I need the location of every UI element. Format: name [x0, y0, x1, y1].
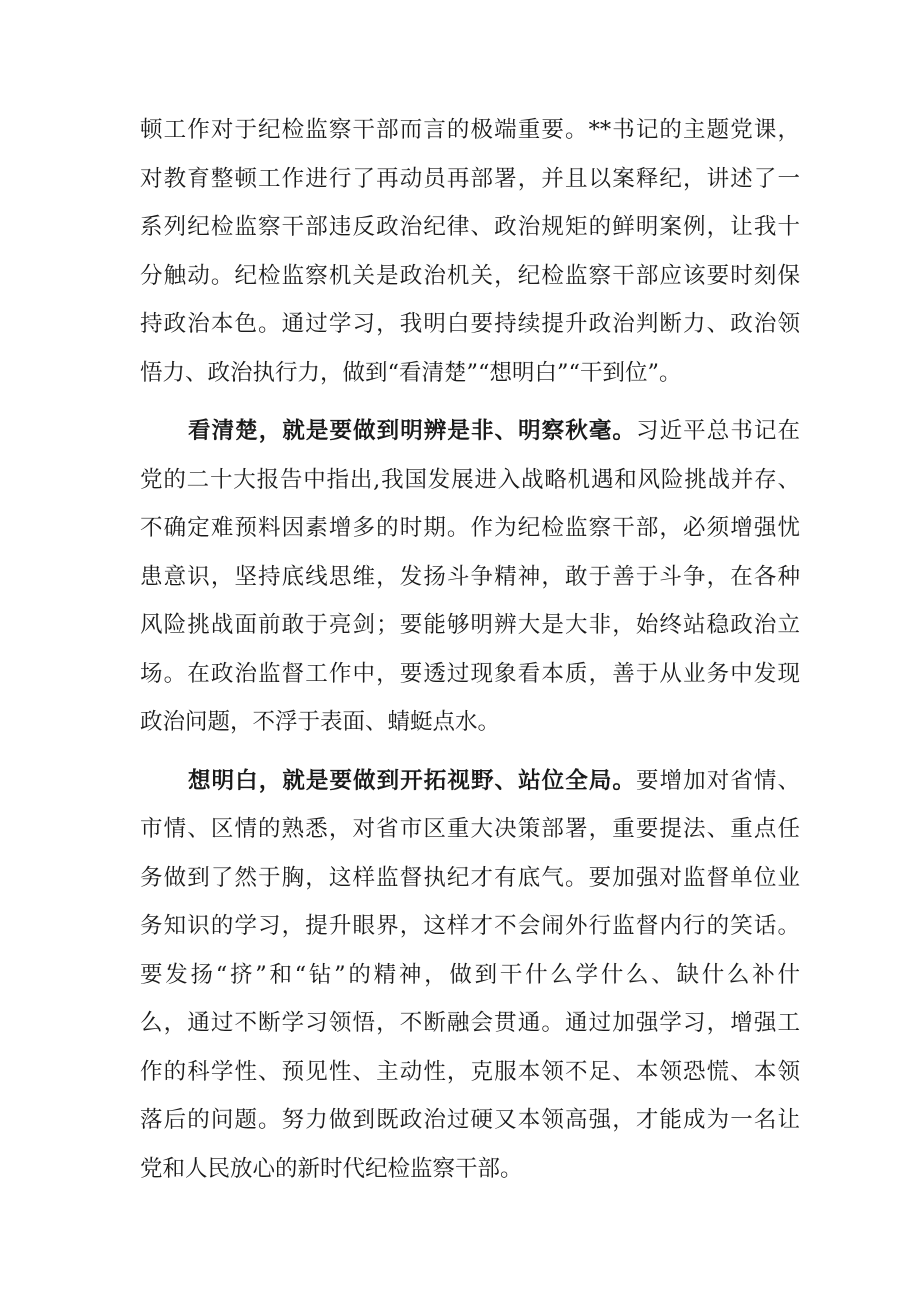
text-line: 对教育整顿工作进行了再动员再部署，并且以案释纪，讲述了一 [140, 165, 800, 192]
text-line: 风险挑战面前敢于亮剑；要能够明辨大是大非，始终站稳政治立 [140, 612, 800, 638]
text-line: 党和人民放心的新时代纪检监察干部。 [140, 1155, 523, 1182]
text-line: 落后的问题。努力做到既政治过硬又本领高强，才能成为一名让 [140, 1107, 800, 1133]
text-line: 持政治本色。通过学习，我明白要持续提升政治判断力、政治领 [140, 311, 800, 337]
text-line-first [140, 757, 800, 806]
paragraph-3 [140, 757, 800, 1194]
document-page [140, 106, 800, 1193]
text-line: 党的二十大报告中指出,我国发展进入战略机遇和风险挑战并存、 [140, 466, 800, 493]
paragraph-1 [140, 106, 800, 397]
text-line: 患意识，坚持底线思维，发扬斗争精神，敢于善于斗争，在各种 [140, 563, 800, 590]
text-line: 务知识的学习，提升眼界，这样才不会闹外行监督内行的笑话。 [140, 913, 800, 939]
text-line: 悟力、政治执行力，做到“看清楚”“想明白”“干到位”。 [140, 359, 682, 386]
paragraph-lead-heading: 看清楚，就是要做到明辨是非、明察秋毫。 [188, 418, 636, 444]
text-line: 么，通过不断学习领悟，不断融会贯通。通过加强学习，增强工 [140, 1010, 800, 1036]
paragraph-lead-rest: 要增加对省情、 [636, 767, 800, 794]
text-line: 要发扬“挤”和“钻”的精神，做到干什么学什么、缺什么补什 [140, 961, 800, 988]
paragraph-lead-rest: 习近平总书记在 [636, 418, 800, 444]
text-line: 场。在政治监督工作中，要透过现象看本质，善于从业务中发现 [140, 660, 800, 687]
paragraph-2 [140, 407, 800, 747]
text-line: 作的科学性、预见性、主动性，克服本领不足、本领恐慌、本领 [140, 1058, 800, 1085]
text-line-first [140, 407, 800, 456]
text-line: 分触动。纪检监察机关是政治机关，纪检监察干部应该要时刻保 [140, 262, 800, 289]
text-line: 务做到了然于胸，这样监督执纪才有底气。要加强对监督单位业 [140, 864, 800, 891]
text-line: 不确定难预料因素增多的时期。作为纪检监察干部，必须增强忧 [140, 515, 800, 541]
text-line: 政治问题，不浮于表面、蜻蜓点水。 [140, 709, 501, 735]
text-line: 系列纪检监察干部违反政治纪律、政治规矩的鲜明案例，让我十 [140, 214, 800, 240]
paragraph-lead-heading: 想明白，就是要做到开拓视野、站位全局。 [188, 767, 636, 794]
text-line: 顿工作对于纪检监察干部而言的极端重要。**书记的主题党课， [140, 117, 800, 143]
text-line: 市情、区情的熟悉，对省市区重大决策部署，重要提法、重点任 [140, 816, 800, 842]
